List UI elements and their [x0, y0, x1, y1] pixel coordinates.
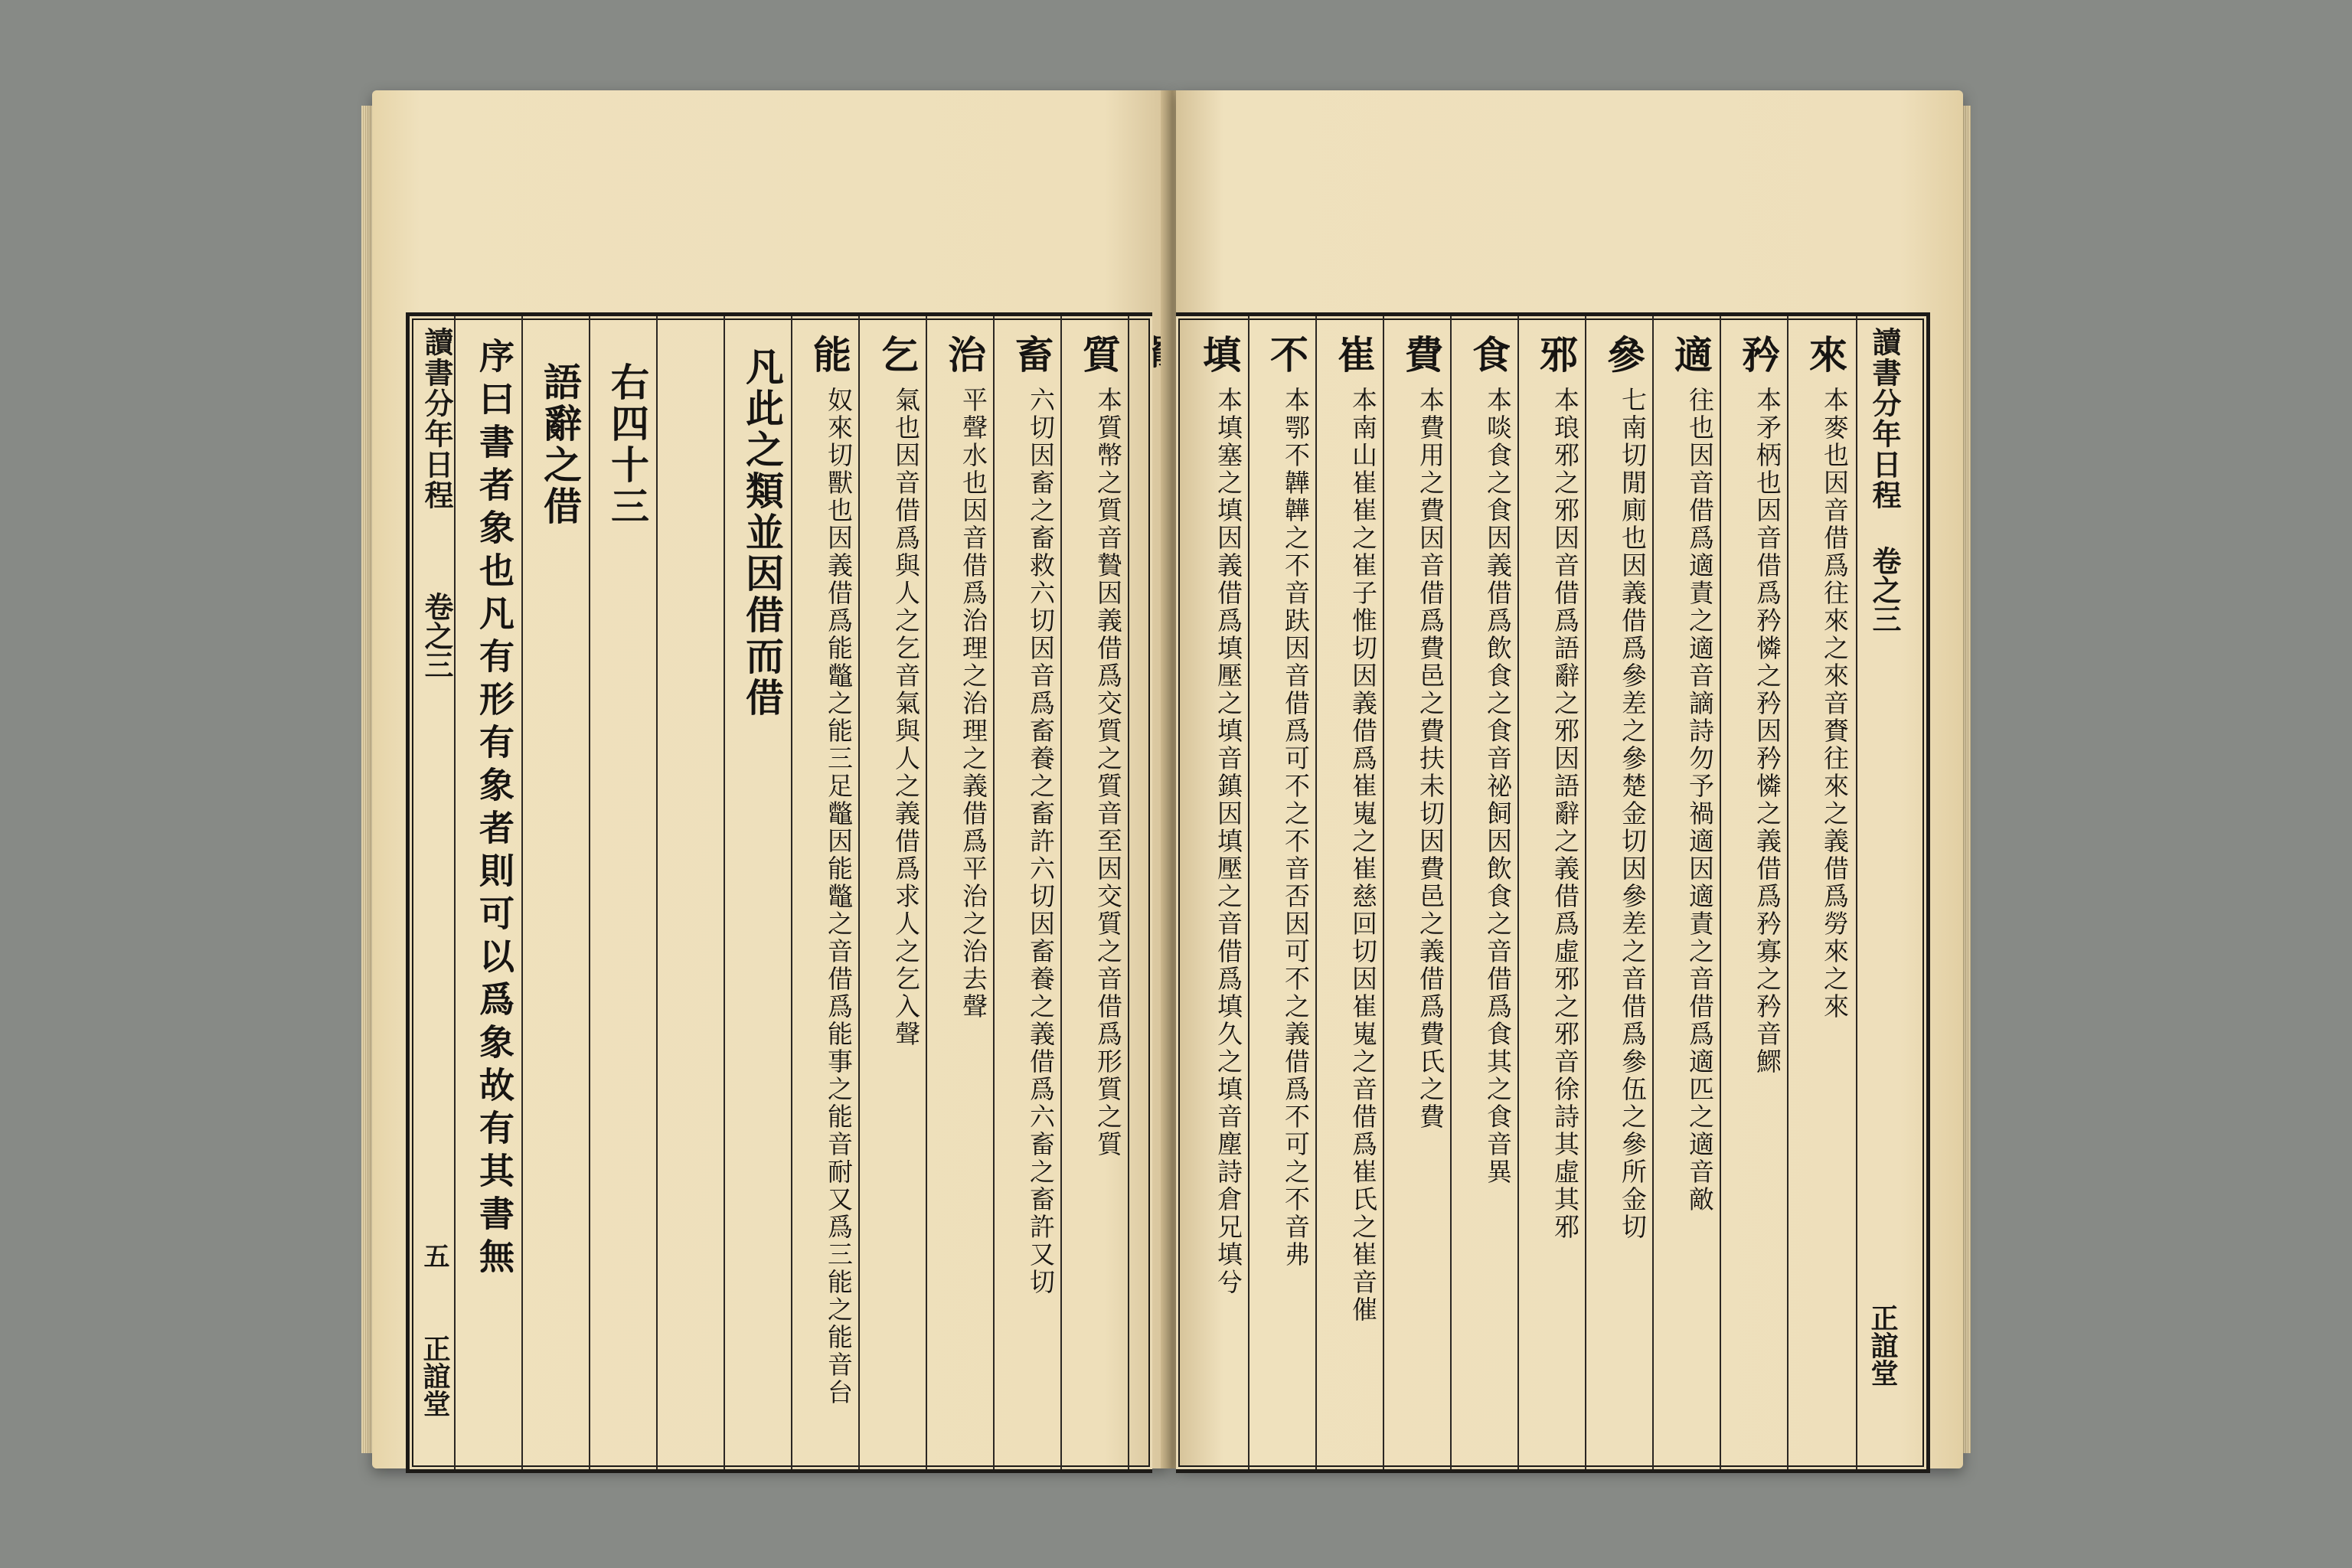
entry-head: 邪	[1534, 335, 1579, 376]
preface-text: 序曰書者象也凡有形有象者則可以爲象故有其書無	[474, 338, 515, 1281]
entry-note: 六切因畜之畜救六切因音爲畜養之畜許六切因畜養之義借爲六畜之畜許又切	[1026, 387, 1056, 1296]
right-publisher: 正誼堂	[1867, 1304, 1899, 1387]
right-margin-volume: 卷之三	[1867, 546, 1902, 633]
entry-note: 平聲水也因音借爲治理之治理之義借爲平治之治去聲	[959, 387, 988, 1021]
entry-note: 本南山崔崔之崔子惟切因義借爲崔嵬之崔慈回切因崔嵬之音借爲崔氏之崔音催	[1348, 387, 1378, 1324]
entry-head: 能	[807, 335, 852, 376]
entry-column-jin	[1723, 316, 1785, 1469]
entry-head: 乞	[874, 335, 920, 376]
summary-column	[727, 316, 789, 1469]
right-page	[1176, 90, 1963, 1468]
entry-column-shi2	[1655, 316, 1718, 1469]
left-margin-title: 讀書分年日程	[420, 327, 454, 511]
entry-note: 本質幣之質音贄因義借爲交質之質音至因交質之音借爲形質之質	[1093, 387, 1123, 1158]
summary-text: 凡此之類並因借而借	[740, 347, 785, 719]
entry-head: 食	[1466, 335, 1511, 376]
entry-column-lai	[1790, 316, 1853, 1469]
entry-column-tian	[1184, 316, 1246, 1469]
left-text-frame	[406, 312, 1152, 1473]
entry-head: 崔	[1331, 335, 1377, 376]
entry-head: 不	[1264, 335, 1309, 376]
entry-column-qi	[861, 316, 924, 1469]
left-page	[372, 90, 1168, 1468]
preface-column	[459, 316, 520, 1469]
entry-column-zhi2	[1063, 316, 1126, 1469]
entry-column-zhi	[929, 316, 991, 1469]
entry-column-shi	[1453, 316, 1516, 1469]
left-publisher: 正誼堂	[419, 1334, 451, 1417]
entry-note: 往也因音借爲適責之適音謫詩勿予禍適因適責之音借爲適匹之適音敵	[1685, 387, 1715, 1214]
entry-head: 畜	[1009, 335, 1054, 376]
right-text-frame	[1176, 312, 1930, 1473]
section-title-column	[524, 316, 587, 1469]
blank-column	[659, 316, 722, 1469]
open-book	[372, 90, 1963, 1468]
entry-note: 本啖食之食因義借爲飲食之食音祕飼因飲食之音借爲食其之食音異	[1483, 387, 1513, 1186]
entry-column-bu	[1251, 316, 1314, 1469]
entry-column-can	[1588, 316, 1651, 1469]
entry-note: 本琅邪之邪因音借爲語辭之邪因語辭之義借爲虛邪之邪音徐詩其虛其邪	[1550, 387, 1580, 1241]
entry-note: 本麥也因音借爲往來之來音賚往來之義借爲勞來之來	[1820, 387, 1850, 1021]
count-text: 右四十三	[605, 362, 650, 528]
entry-note: 七南切閒廁也因義借爲參差之參楚金切因參差之音借爲參伍之參所金切	[1618, 387, 1648, 1241]
entry-head: 矜	[1736, 335, 1781, 376]
right-margin-title: 讀書分年日程	[1867, 327, 1902, 511]
entry-column-xie	[1521, 316, 1583, 1469]
entry-note: 本鄂不韡韡之不音趺因音借爲可不之不音否因可不之義借爲不可之不音弗	[1281, 387, 1311, 1269]
count-column	[592, 316, 655, 1469]
entry-column-neng	[794, 316, 857, 1469]
entry-column-fei	[1386, 316, 1449, 1469]
entry-note: 本填塞之填因義借爲填壓之填音鎮因填壓之音借爲填久之填音塵詩倉兄填兮	[1214, 387, 1243, 1296]
entry-note: 氣也因音借爲與人之乞音氣與人之義借爲求人之乞入聲	[891, 387, 921, 1048]
entry-head: 參	[1601, 335, 1646, 376]
entry-head: 填	[1197, 335, 1242, 376]
entry-head: 質	[1076, 335, 1122, 376]
entry-head: 來	[1803, 335, 1848, 376]
entry-head: 適	[1668, 335, 1713, 376]
left-margin-volume: 卷之三	[420, 592, 454, 679]
entry-note: 本矛柄也因音借爲矜憐之矜因矜憐之義借爲矜寡之矜音鰥	[1753, 387, 1782, 1076]
entry-note: 本費用之費因音借爲費邑之費扶未切因費邑之義借爲費氏之費	[1416, 387, 1446, 1131]
entry-column-cui	[1318, 316, 1381, 1469]
entry-note: 奴來切獸也因義借爲能鼈之能三足鼈因能鼈之音借爲能事之能音耐又爲三能之能音台	[824, 387, 854, 1406]
left-page-number: 五	[419, 1243, 449, 1269]
section-title: 語辭之借	[537, 362, 583, 528]
entry-head: 治	[942, 335, 987, 376]
entry-head: 費	[1399, 335, 1444, 376]
entry-column-chu	[996, 316, 1059, 1469]
